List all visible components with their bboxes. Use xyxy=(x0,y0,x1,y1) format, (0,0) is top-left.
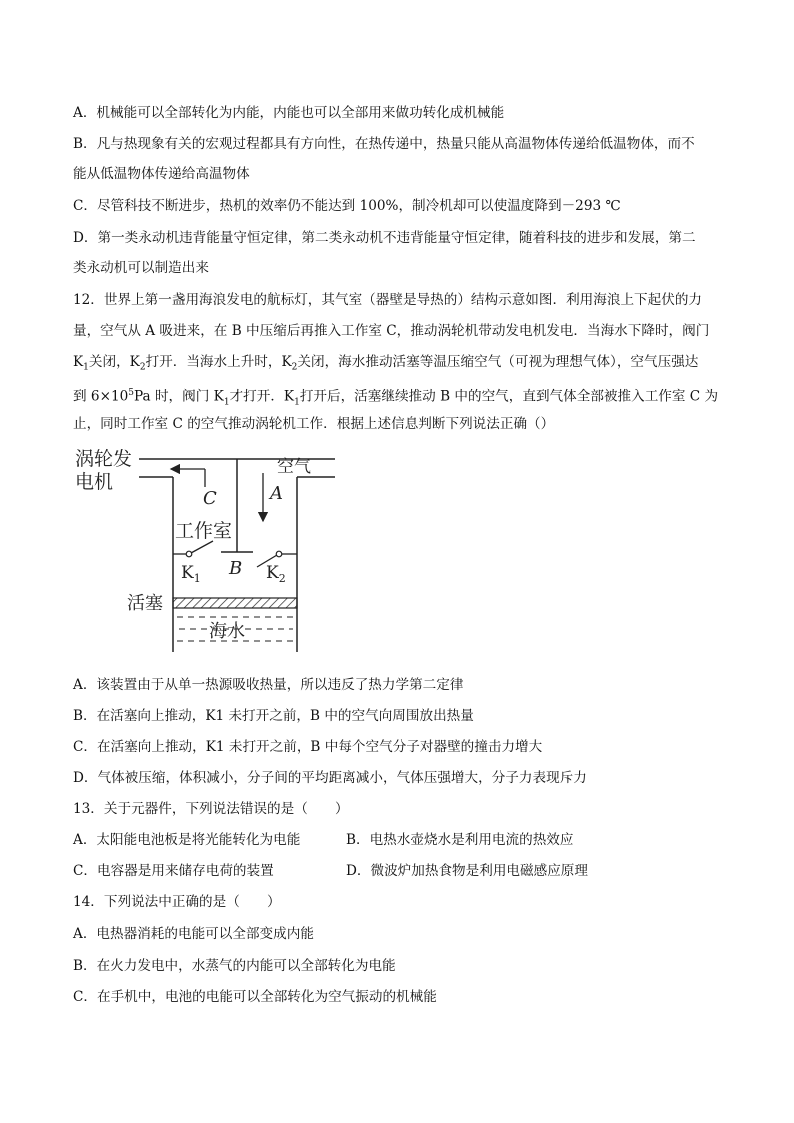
q12-stem-line1: 12．世界上第一盏用海浪发电的航标灯，其气室（器壁是导热的）结构示意如图．利用海浪上下起伏的力 xyxy=(73,292,703,308)
q13-option-a: A．太阳能电池板是将光能转化为电能 xyxy=(73,832,301,848)
workroom-label: 工作室 xyxy=(175,520,233,542)
turbine-label-line2: 电机 xyxy=(75,471,114,493)
q12-option-a: A．该装置由于从单一热源吸收热量，所以违反了热力学第二定律 xyxy=(73,677,464,693)
air-label: 空气 xyxy=(277,457,311,477)
q11-option-b-line2: 能从低温物体传递给高温物体 xyxy=(73,166,250,182)
q14-option-c: C．在手机中，电池的电能可以全部转化为空气振动的机械能 xyxy=(73,989,437,1005)
q12-option-d: D．气体被压缩，体积减小，分子间的平均距离减小，气体压强增大，分子力表现斥力 xyxy=(73,770,587,786)
k1-label: $K_1$ xyxy=(181,563,201,585)
q14-stem: 14．下列说法中正确的是（ ） xyxy=(73,894,281,910)
q12-stem-line2: 量，空气从 A 吸进来，在 B 中压缩后再推入工作室 C，推动涡轮机带动发电机发电．当海水下降时，阀门 xyxy=(73,323,710,339)
q11-option-d-line2: 类永动机可以制造出来 xyxy=(73,260,209,276)
q11-option-a: A．机械能可以全部转化为内能，内能也可以全部用来做功转化成机械能 xyxy=(73,105,505,121)
q12-stem-line3: $K_1$关闭，$K_2$打开．当海水上升时，$K_2$关闭，海水推动活塞等温压缩空气（可视为理想气体），空气压强达 xyxy=(73,354,699,373)
q13-option-b: B．电热水壶烧水是利用电流的热效应 xyxy=(346,832,574,848)
q12-option-b: B．在活塞向上推动，K1 未打开之前，B 中的空气向周围放出热量 xyxy=(73,708,474,724)
q14-option-b: B．在火力发电中，水蒸气的内能可以全部转化为电能 xyxy=(73,958,396,974)
piston-label: 活塞 xyxy=(127,593,163,614)
q13-stem: 13．关于元器件，下列说法错误的是（ ） xyxy=(73,801,349,817)
q11-option-d-line1: D．第一类永动机违背能量守恒定律，第二类永动机不违背能量守恒定律，随着科技的进步和发展，第二 xyxy=(73,230,696,246)
label-c: C xyxy=(203,488,217,509)
seawater-label: 海水 xyxy=(209,621,245,642)
q11-option-b-line1: B．凡与热现象有关的宏观过程都具有方向性，在热传递中，热量只能从高温物体传递给低温物体，而不 xyxy=(73,136,695,152)
q13-option-c: C．电容器是用来储存电荷的装置 xyxy=(73,863,274,879)
air-chamber-diagram xyxy=(73,447,343,659)
turbine-label-line1: 涡轮发 xyxy=(75,448,133,470)
k1-pivot xyxy=(186,551,192,557)
label-b: B xyxy=(229,558,243,579)
q12-stem-line5: 止，同时工作室 C 的空气推动涡轮机工作．根据上述信息判断下列说法正确（） xyxy=(73,416,555,432)
piston xyxy=(173,598,297,608)
q14-option-a: A．电热器消耗的电能可以全部变成内能 xyxy=(73,926,314,942)
k2-pivot xyxy=(276,551,282,557)
q12-option-c: C．在活塞向上推动，K1 未打开之前，B 中每个空气分子对器壁的撞击力增大 xyxy=(73,739,543,755)
k1-blade xyxy=(191,541,213,553)
q13-option-d: D．微波炉加热食物是利用电磁感应原理 xyxy=(346,863,588,879)
q12-stem-line4: 到 $6\times 10^5Pa$ 时，阀门 $K_1$才打开．$K_1$打开后，活塞继续推动 B 中的空气，直到气体全部被推入工作室 C 为 xyxy=(73,388,719,408)
label-a: A xyxy=(270,483,283,504)
k2-label: $K_2$ xyxy=(266,563,286,585)
q11-option-c: C．尽管科技不断进步，热机的效率仍不能达到 100%，制冷机却可以使温度降到－293 ℃ xyxy=(73,198,621,214)
